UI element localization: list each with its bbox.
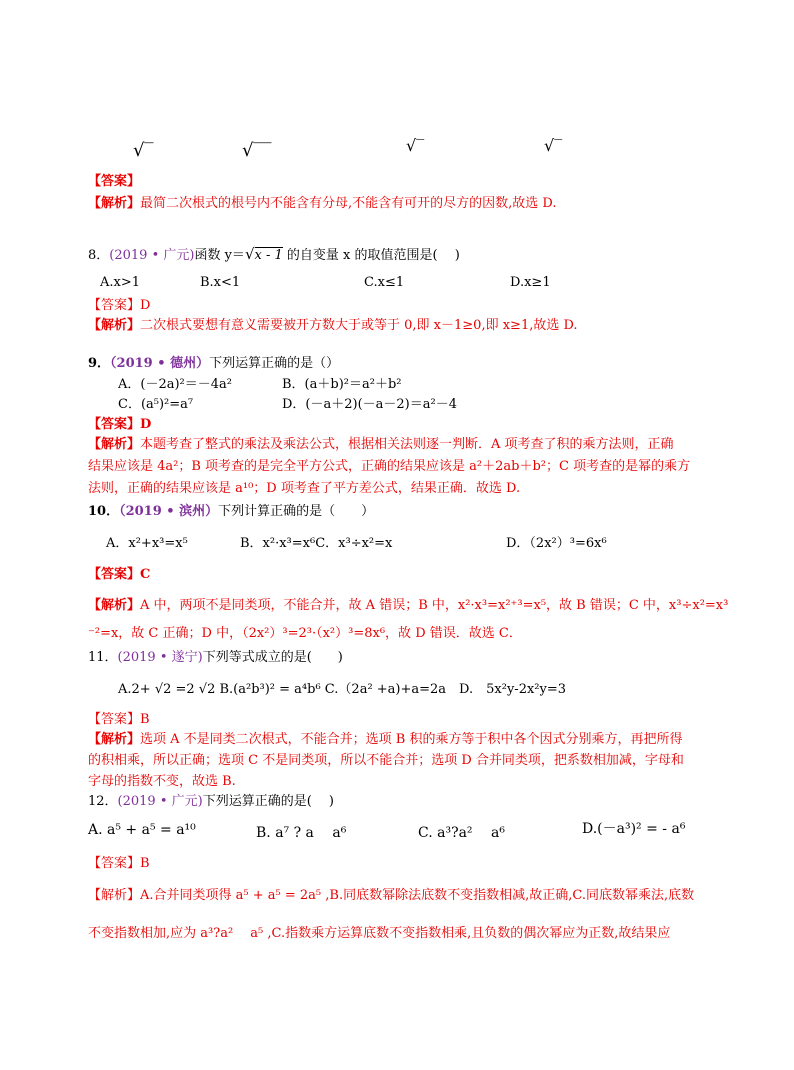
q9-option-d: D．(－a＋2)(－a－2)＝a²－4 <box>282 397 457 412</box>
q8-radical: √ <box>244 245 255 263</box>
q12-option-b: B. a⁷ ? a a⁶ <box>256 825 347 841</box>
option-a-radical: √‾ <box>133 140 154 161</box>
option-d-radical: √‾ <box>544 136 563 155</box>
q9-source: （2019 • 德州） <box>110 356 210 371</box>
q9-option-c: C．(a⁵)²=a⁷ <box>118 397 194 412</box>
q9-option-a: A．(－2a)²＝－4a² <box>118 377 232 392</box>
q11-analysis-line-2: 的积相乘，所以正确；选项 C 不是同类项，所以不能合并；选项 D 合并同类项，把系数相加减，字母和 <box>88 753 684 768</box>
q12-option-a: A. a⁵ + a⁵ = a¹⁰ <box>88 822 196 838</box>
option-b-radical: √‾‾ <box>242 140 272 161</box>
q10-option-a: A．x²+x³=x⁵ <box>106 536 188 551</box>
q8-option-a: A.x>1 <box>100 275 141 290</box>
q11-options: A.2+ √2 =2 √2 B.(a²b³)² = a⁴b⁶ C.（2a² +a)+a=2a D. 5x²y-2x²y=3 <box>118 682 567 697</box>
q12-stem: 12．(2019 • 广元)下列运算正确的是( ) <box>88 794 334 809</box>
q11-analysis-line-1: 【解析】选项 A 不是同类二次根式，不能合并；选项 B 积的乘方等于积中各个因式分别乘方，再把所得 <box>88 732 683 747</box>
q9-analysis-line-1: 【解析】本题考查了整式的乘法及乘法公式，根据相关法则逐一判断．A 项考查了积的乘方法则，正确 <box>88 437 674 452</box>
q10-analysis-line-2: ⁻²=x，故 C 正确；D 中，（2x²）³=2³·（x²）³=8x⁶，故 D 错误．故选 C． <box>88 626 522 641</box>
q10-stem: 10．（2019 • 滨州）下列计算正确的是（ ） <box>88 504 375 519</box>
q10-option-d: D．（2x²）³=6x⁶ <box>506 536 607 551</box>
q9-stem: 9．（2019 • 德州）下列运算正确的是（） <box>88 356 340 371</box>
q8-analysis: 【解析】二次根式要想有意义需要被开方数大于或等于 0,即 x－1≥0,即 x≥1,故选 D. <box>88 318 578 333</box>
q12-analysis-line-2: 不变指数相加,应为 a³?a² a⁵ ,C.指数乘方运算底数不变指数相乘,且负数的偶次幂应为正数,故结果应 <box>88 926 671 941</box>
q11-stem: 11．(2019 • 遂宁)下列等式成立的是( ) <box>88 650 343 665</box>
q11-answer: 【答案】B <box>88 712 150 727</box>
option-c-radical: √‾ <box>406 136 425 155</box>
q10-answer: 【答案】C <box>88 567 151 582</box>
q9-option-b: B．(a＋b)²＝a²＋b² <box>282 377 402 392</box>
q8-radicand: x - 1 <box>254 248 283 263</box>
q12-option-d: D.(－a³)² = - a⁶ <box>582 821 686 837</box>
q8-answer: 【答案】D <box>88 298 151 313</box>
q8-option-b: B.x<1 <box>200 275 241 290</box>
q7-analysis: 【解析】最简二次根式的根号内不能含有分母,不能含有可开的尽方的因数,故选 D. <box>88 196 557 211</box>
q12-source: (2019 • 广元) <box>117 794 203 809</box>
q10-option-bc: B．x²·x³=x⁶C．x³÷x²=x <box>240 536 393 551</box>
q12-answer: 【答案】B <box>88 856 150 871</box>
q12-analysis-line-1: 【解析】A.合并同类项得 a⁵ + a⁵ = 2a⁵ ,B.同底数幂除法底数不变指数相减,故正确,C.同底数幂乘法,底数 <box>88 888 695 903</box>
q9-analysis-line-3: 法则，正确的结果应该是 a¹⁰；D 项考查了平方差公式，结果正确．故选 D. <box>88 481 521 496</box>
q10-analysis-line-1: 【解析】A 中，两项不是同类项，不能合并，故 A 错误；B 中，x²·x³=x²⁺³=x⁵，故 B 错误；C 中，x³÷x²=x³ <box>88 598 729 613</box>
q8-option-c: C.x≤1 <box>364 275 405 290</box>
q9-answer: 【答案】D <box>88 417 152 432</box>
q10-source: （2019 • 滨州） <box>119 504 219 519</box>
q11-source: (2019 • 遂宁) <box>117 650 203 665</box>
q7-answer-label: 【答案】 <box>88 174 141 189</box>
q8-option-d: D.x≥1 <box>510 275 551 290</box>
q12-option-c: C. a³?a² a⁶ <box>418 825 505 841</box>
q11-analysis-line-3: 字母的指数不变，故选 B. <box>88 774 236 789</box>
q9-analysis-line-2: 结果应该是 4a²；B 项考查的是完全平方公式，正确的结果应该是 a²＋2ab＋b²；C 项考查的是幂的乘方 <box>88 459 691 474</box>
q8-stem: 8．(2019 • 广元)函数 y＝√x - 1 的自变量 x 的取值范围是( ) <box>88 245 460 263</box>
q8-source: (2019 • 广元) <box>109 248 195 263</box>
